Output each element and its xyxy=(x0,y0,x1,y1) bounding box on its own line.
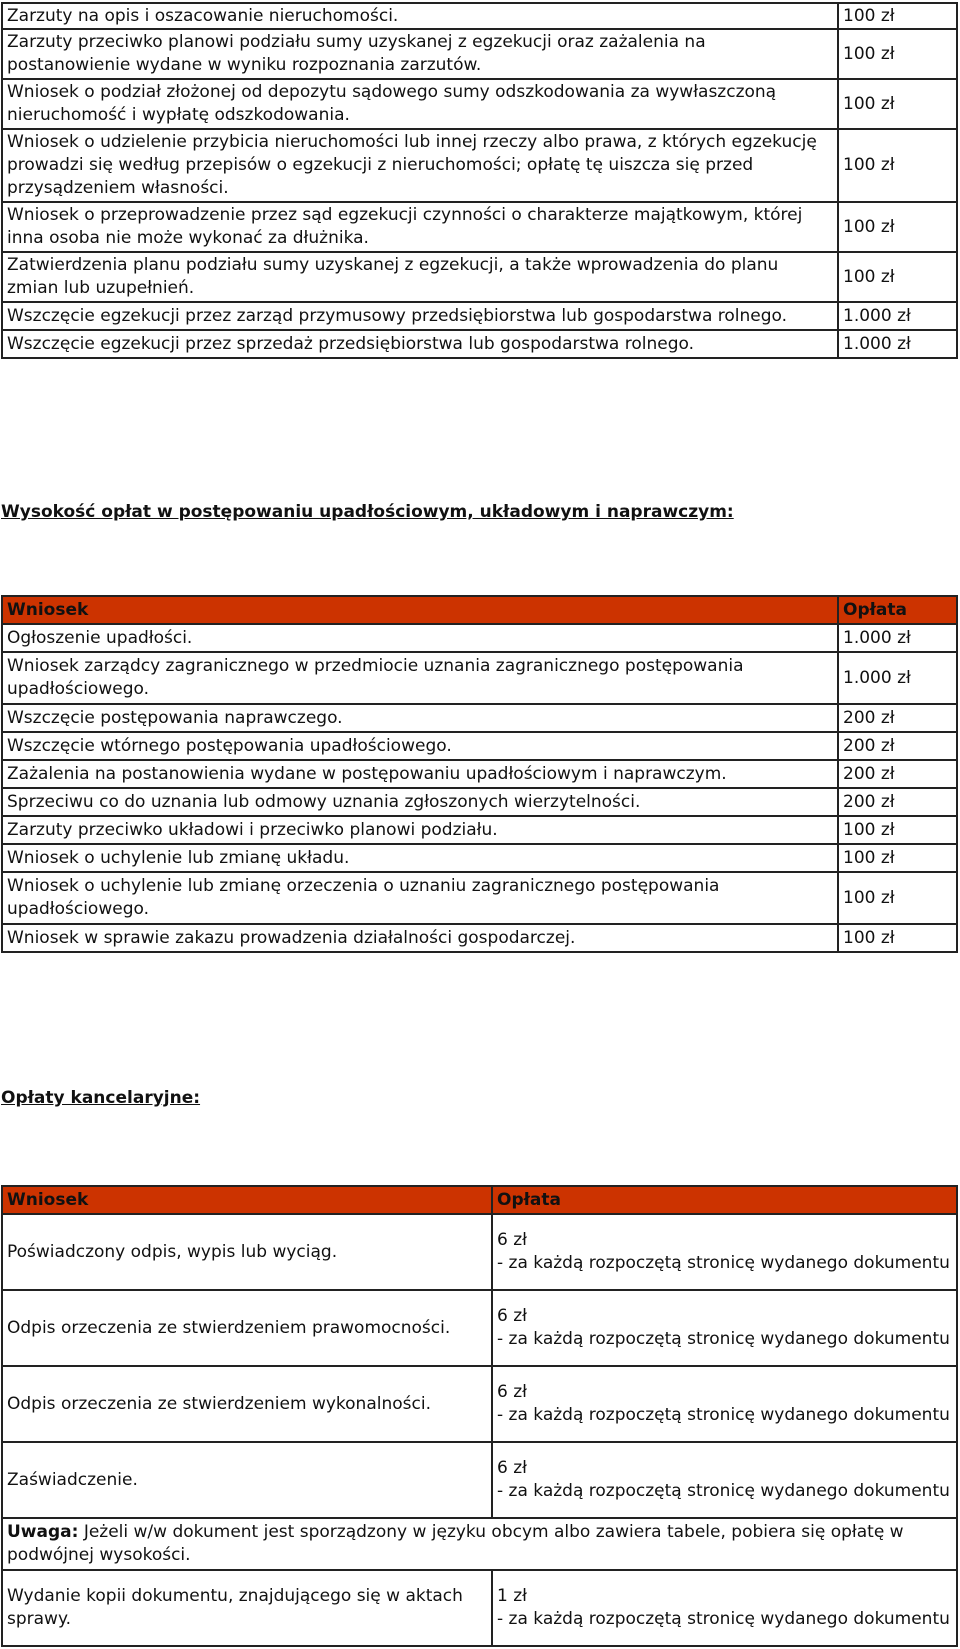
request-cell: Sprzeciwu co do uznania lub odmowy uznania zgłoszonych wierzytelności. xyxy=(2,788,838,816)
fee-cell: 200 zł xyxy=(838,704,957,732)
fee-description: - za każdą rozpoczętą stronicę wydanego dokumentu xyxy=(497,1481,950,1501)
table-header-row xyxy=(2,596,957,624)
note-label: Uwaga: xyxy=(7,1522,79,1542)
request-cell: Odpis orzeczenia ze stwierdzeniem prawomocności. xyxy=(2,1290,492,1366)
table-row xyxy=(2,624,957,652)
table-row xyxy=(2,788,957,816)
request-cell: Wszczęcie egzekucji przez zarząd przymusowy przedsiębiorstwa lub gospodarstwa rolnego. xyxy=(2,302,838,330)
fee-cell: 1.000 zł xyxy=(838,330,957,358)
fee-description: - za każdą rozpoczętą stronicę wydanego dokumentu xyxy=(497,1609,950,1629)
request-cell: Wszczęcie postępowania naprawczego. xyxy=(2,704,838,732)
column-header-fee: Opłata xyxy=(492,1186,957,1214)
table-row xyxy=(2,760,957,788)
request-cell: Zarzuty przeciwko planowi podziału sumy uzyskanej z egzekucji oraz zażalenia na postanowienie wydane w wyniku rozpoznania zarzutów. xyxy=(2,29,838,79)
table-row xyxy=(2,1442,957,1518)
fee-amount: 6 zł xyxy=(497,1230,527,1250)
request-cell: Zarzuty przeciwko układowi i przeciwko planowi podziału. xyxy=(2,816,838,844)
fee-cell: 200 zł xyxy=(838,788,957,816)
request-cell: Odpis orzeczenia ze stwierdzeniem wykonalności. xyxy=(2,1366,492,1442)
fee-cell: 100 zł xyxy=(838,844,957,872)
fee-cell: 200 zł xyxy=(838,760,957,788)
fee-cell: 100 zł xyxy=(838,129,957,202)
table-row xyxy=(2,3,957,29)
note-text: Jeżeli w/w dokument jest sporządzony w języku obcym albo zawiera tabele, pobiera się opłatę w podwójnej wysokości. xyxy=(7,1522,904,1565)
table-row xyxy=(2,202,957,252)
table-row xyxy=(2,1570,957,1646)
request-cell: Wniosek o przeprowadzenie przez sąd egzekucji czynności o charakterze majątkowym, której inna osoba nie może wykonać za dłużnika. xyxy=(2,202,838,252)
request-cell: Ogłoszenie upadłości. xyxy=(2,624,838,652)
request-cell: Zatwierdzenia planu podziału sumy uzyskanej z egzekucji, a także wprowadzenia do planu zmian lub uzupełnień. xyxy=(2,252,838,302)
office-fees-table xyxy=(1,1185,958,1647)
fee-cell xyxy=(492,1442,957,1518)
request-cell: Wniosek w sprawie zakazu prowadzenia działalności gospodarczej. xyxy=(2,924,838,952)
table-row xyxy=(2,1214,957,1290)
fee-cell xyxy=(492,1366,957,1442)
fee-cell: 1.000 zł xyxy=(838,624,957,652)
table-row xyxy=(2,252,957,302)
fee-cell: 100 zł xyxy=(838,3,957,29)
fee-amount: 6 zł xyxy=(497,1458,527,1478)
request-cell: Zaświadczenie. xyxy=(2,1442,492,1518)
fee-cell: 100 zł xyxy=(838,29,957,79)
column-header-fee: Opłata xyxy=(838,596,957,624)
table-row xyxy=(2,129,957,202)
section-heading-office-fees: Opłaty kancelaryjne: xyxy=(1,1088,201,1108)
table-row xyxy=(2,816,957,844)
request-cell: Wniosek o podział złożonej od depozytu sądowego sumy odszkodowania za wywłaszczoną nieruchomość i wypłatę odszkodowania. xyxy=(2,79,838,129)
table-row xyxy=(2,924,957,952)
note-row xyxy=(2,1518,957,1570)
fee-cell: 1.000 zł xyxy=(838,302,957,330)
fee-cell: 100 zł xyxy=(838,924,957,952)
fee-description: - za każdą rozpoczętą stronicę wydanego dokumentu xyxy=(497,1405,950,1425)
fee-cell: 100 zł xyxy=(838,202,957,252)
fee-cell: 200 zł xyxy=(838,732,957,760)
fee-description: - za każdą rozpoczętą stronicę wydanego dokumentu xyxy=(497,1329,950,1349)
table-row xyxy=(2,79,957,129)
table-row xyxy=(2,652,957,704)
request-cell: Wydanie kopii dokumentu, znajdującego się w aktach sprawy. xyxy=(2,1570,492,1646)
table-row xyxy=(2,1366,957,1442)
column-header-request: Wniosek xyxy=(2,1186,492,1214)
request-cell: Wniosek zarządcy zagranicznego w przedmiocie uznania zagranicznego postępowania upadłościowego. xyxy=(2,652,838,704)
table-row xyxy=(2,330,957,358)
table-row xyxy=(2,704,957,732)
fee-cell: 100 zł xyxy=(838,79,957,129)
table-header-row xyxy=(2,1186,957,1214)
request-cell: Poświadczony odpis, wypis lub wyciąg. xyxy=(2,1214,492,1290)
fee-cell: 1.000 zł xyxy=(838,652,957,704)
table-row xyxy=(2,872,957,924)
table-row xyxy=(2,844,957,872)
fee-amount: 6 zł xyxy=(497,1306,527,1326)
section-heading-insolvency: Wysokość opłat w postępowaniu upadłościowym, układowym i naprawczym: xyxy=(1,502,734,522)
table-row xyxy=(2,732,957,760)
fee-cell: 100 zł xyxy=(838,872,957,924)
fee-cell xyxy=(492,1214,957,1290)
request-cell: Wniosek o udzielenie przybicia nieruchomości lub innej rzeczy albo prawa, z których egzekucję prowadzi się według przepisów o egzekucji z nieruchomości; opłatę tę uiszcza się przed przysądzeniem własności. xyxy=(2,129,838,202)
fee-cell: 100 zł xyxy=(838,816,957,844)
request-cell: Zarzuty na opis i oszacowanie nieruchomości. xyxy=(2,3,838,29)
enforcement-fees-table xyxy=(1,2,958,359)
note-cell xyxy=(2,1518,957,1570)
fee-description: - za każdą rozpoczętą stronicę wydanego dokumentu xyxy=(497,1253,950,1273)
table-row xyxy=(2,302,957,330)
fee-cell: 100 zł xyxy=(838,252,957,302)
request-cell: Wszczęcie egzekucji przez sprzedaż przedsiębiorstwa lub gospodarstwa rolnego. xyxy=(2,330,838,358)
request-cell: Zażalenia na postanowienia wydane w postępowaniu upadłościowym i naprawczym. xyxy=(2,760,838,788)
column-header-request: Wniosek xyxy=(2,596,838,624)
request-cell: Wniosek o uchylenie lub zmianę układu. xyxy=(2,844,838,872)
fee-amount: 1 zł xyxy=(497,1586,527,1606)
fee-cell xyxy=(492,1570,957,1646)
table-row xyxy=(2,1290,957,1366)
request-cell: Wniosek o uchylenie lub zmianę orzeczenia o uznaniu zagranicznego postępowania upadłościowego. xyxy=(2,872,838,924)
table-row xyxy=(2,29,957,79)
request-cell: Wszczęcie wtórnego postępowania upadłościowego. xyxy=(2,732,838,760)
fee-amount: 6 zł xyxy=(497,1382,527,1402)
insolvency-fees-table xyxy=(1,595,958,953)
fee-cell xyxy=(492,1290,957,1366)
